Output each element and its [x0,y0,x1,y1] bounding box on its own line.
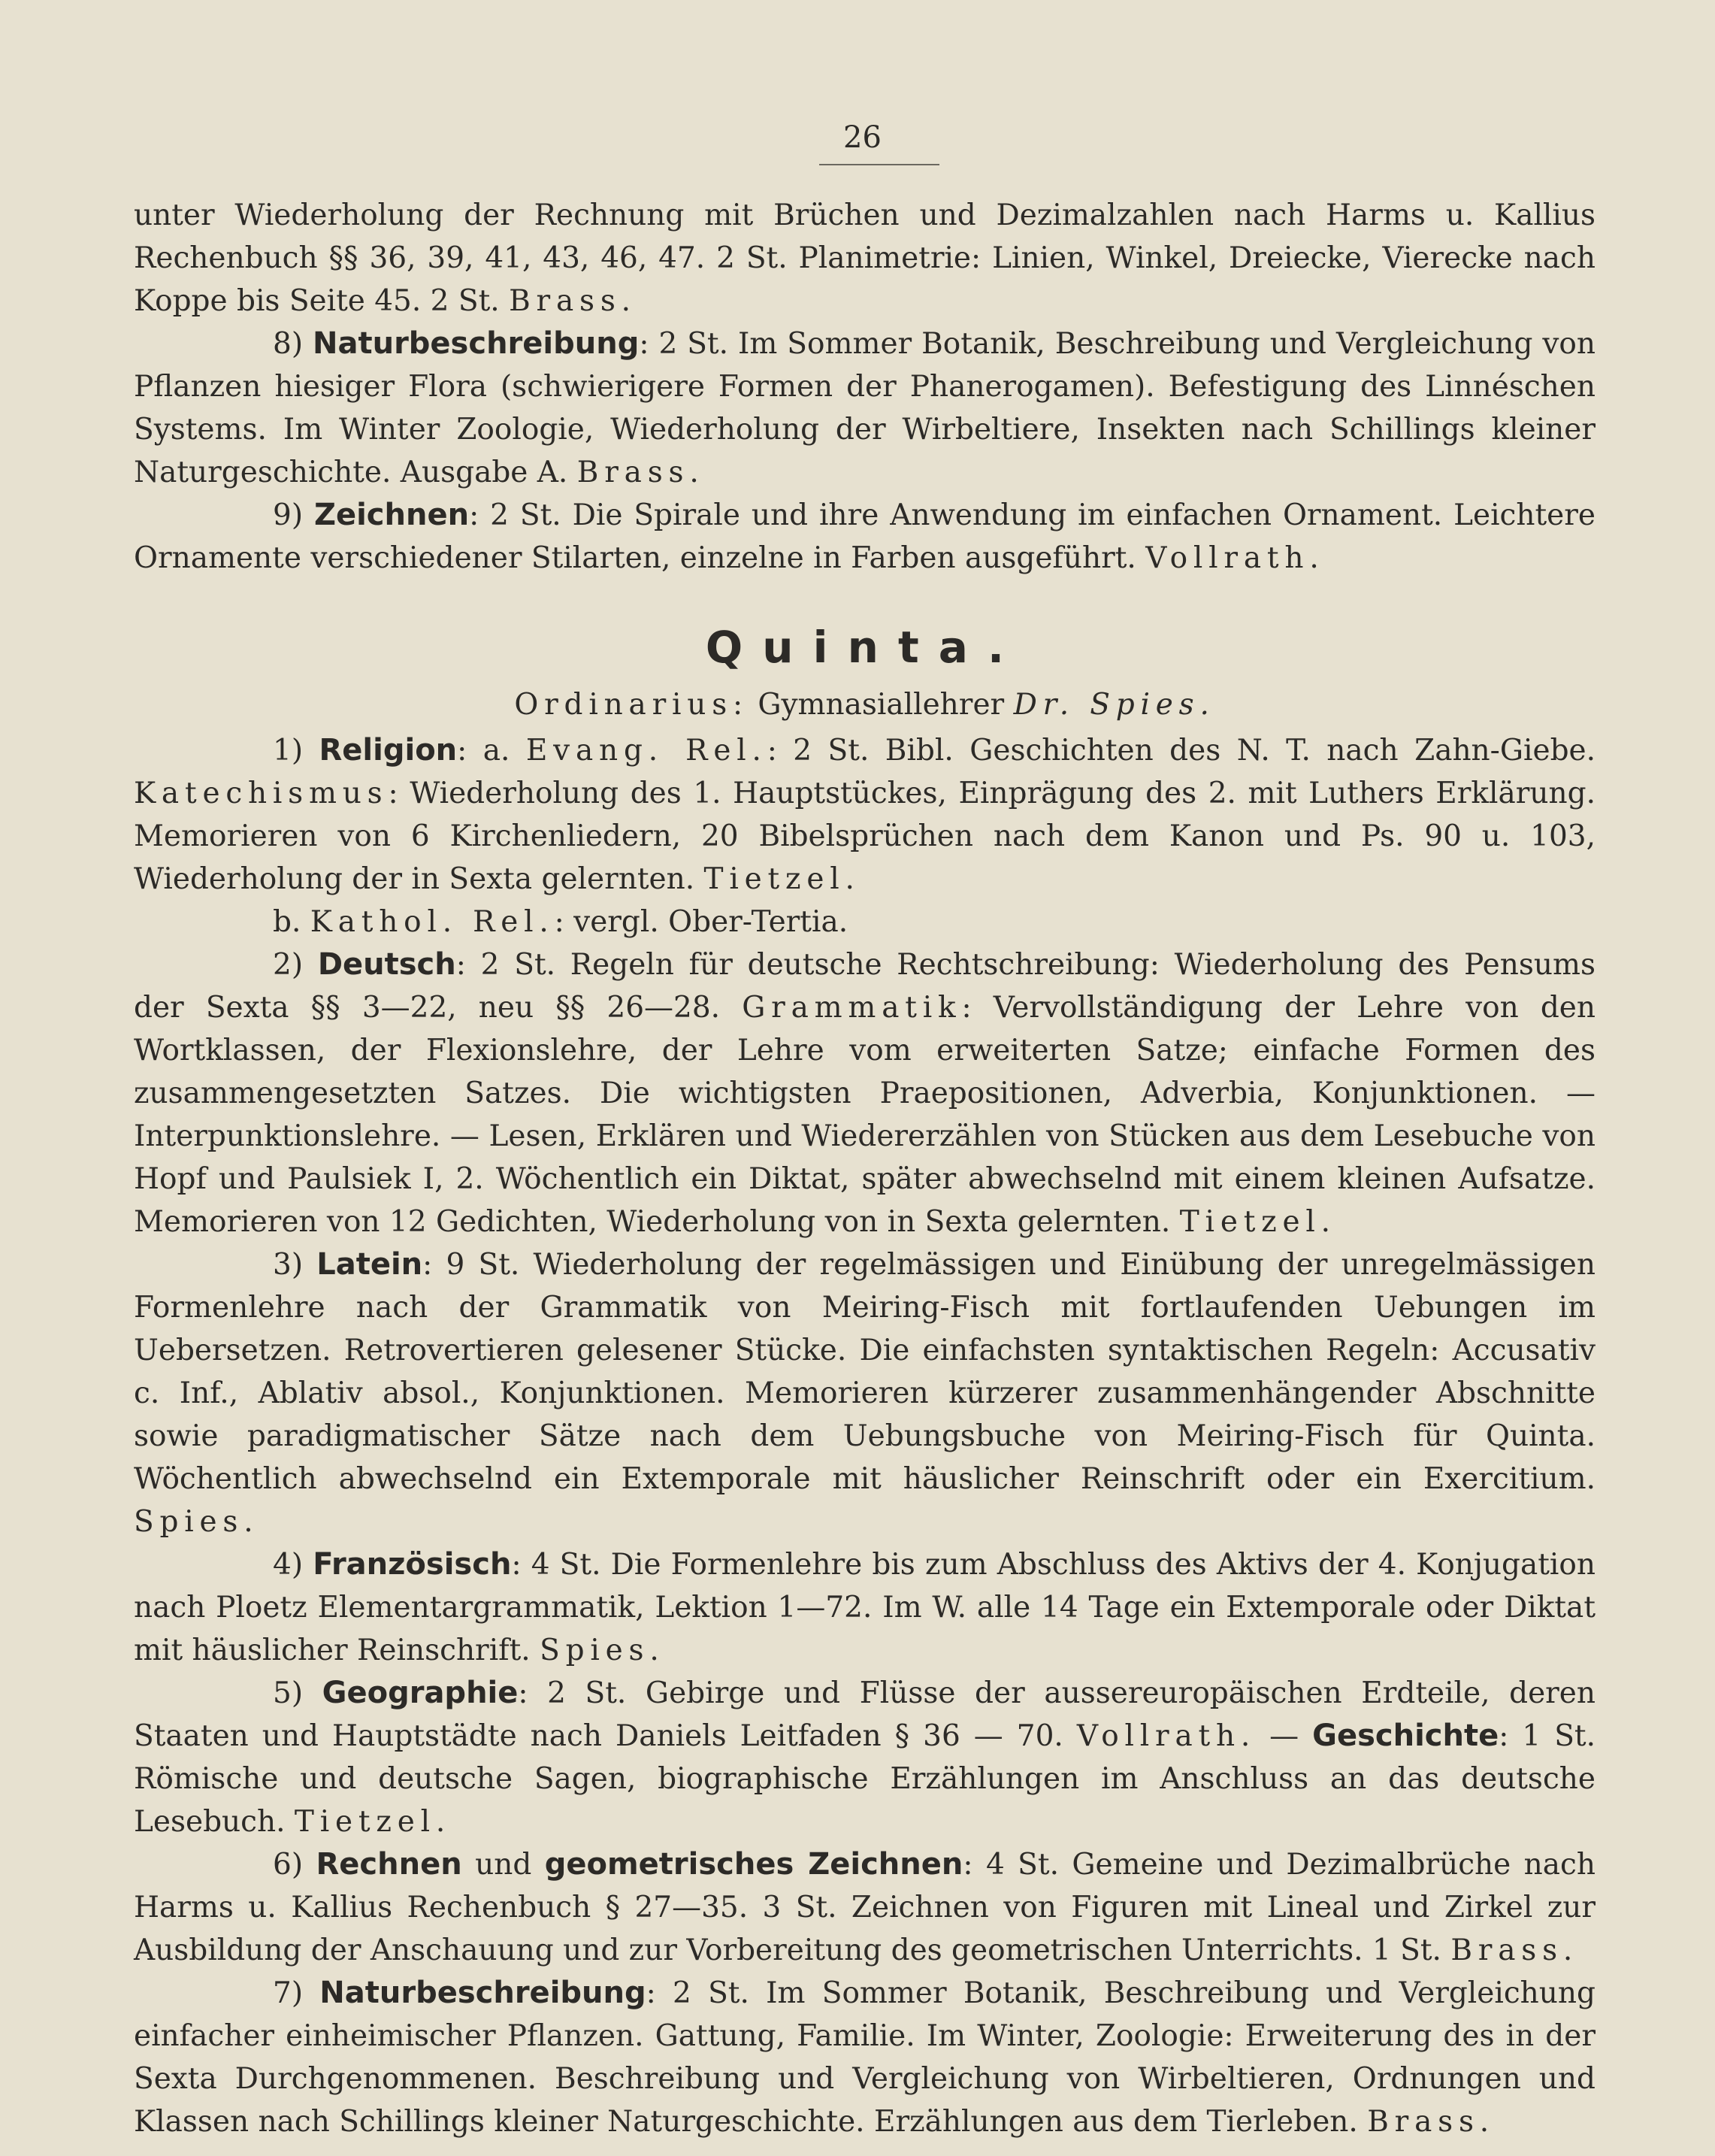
teacher-name: Vollrath. [1145,541,1325,575]
paragraph-text: : Wiederholung des 1. Hauptstückes, Einprägung des 2. mit Luthers Erklärung. Memorieren von 6 Kirchenliedern, 20 Bibelsprüchen nach dem Kanon und Ps. 90 u. 103, Wiederholung der in Sexta gelernten. [134,777,1596,896]
subject-heading: Französisch [313,1547,512,1582]
item-number: b. [273,905,301,939]
item-number: 2) [273,948,304,982]
subsection-label: Katechismus [134,777,389,810]
teacher-name: Brass. [1367,2105,1495,2139]
body-text [134,194,1596,2143]
header-rule [819,164,939,165]
teacher-name: Spies. [134,1505,259,1539]
subject-heading: Religion [319,733,458,768]
paragraph [134,1672,1596,1843]
teacher-name: Brass. [1450,1933,1579,1967]
paragraph [134,1972,1596,2143]
dash: — [1269,1719,1299,1753]
paragraph-text: : 4 St. Die Formenlehre bis zum Abschluss des Aktivs der 4. Konjugation nach Ploetz Elementargrammatik, Lektion 1—72. Im W. alle 14 Tage ein Extemporale oder Diktat mit häuslicher Reinschrift. [134,1548,1596,1667]
teacher-name: Tietzel. [294,1805,452,1839]
paragraph-text: : a. [457,734,510,768]
paragraph [134,1843,1596,1972]
teacher-name: Brass. [576,456,705,489]
paragraph-text: : 9 St. Wiederholung der regelmässigen und Einübung der unregelmässigen Formenlehre nach der Grammatik von Meiring-Fisch mit fortlaufenden Uebungen im Uebersetzen. Retrovertieren gelesener Stücke. Die einfachsten syntaktischen Regeln: Accusativ c. Inf., Ablativ absol., Konjunktionen. Memorieren kürzerer zusammenhängender Abschnitte sowie paradigmatischer Sätze nach dem Uebungsbuche von Meiring-Fisch für Quinta. Wöchentlich abwechselnd ein Extemporale mit häuslicher Reinschrift oder ein Exercitium. [134,1248,1596,1496]
subject-heading: Rechnen [316,1847,462,1882]
subject-heading: Naturbeschreibung [319,1976,646,2010]
subject-heading: Geographie [322,1676,519,1710]
subject-heading: Deutsch [317,947,456,982]
subsection-label: Wiederholung [1174,948,1384,982]
section-title: Quinta. [705,622,1024,673]
subsection-label: Evang. Rel. [525,734,767,768]
paragraph [134,943,1596,1243]
ordinarius-text: Gymnasiallehrer [758,688,1005,722]
subject-heading: Geschichte [1312,1718,1499,1753]
ordinarius-label: Ordinarius: [514,688,749,722]
paragraph [134,322,1596,494]
subsection-label: Grammatik [742,991,962,1025]
paragraph-text: : 2 St. Gebirge und Flüsse der aussereuropäischen Erdteile, deren Staaten und Hauptstädte nach Daniels Leitfaden § 36 — 70. [134,1676,1596,1753]
item-number: 1) [273,734,304,768]
paragraph-text: : 2 St. Regeln für deutsche Rechtschreibung: [455,948,1160,982]
paragraph-text: : 2 St. Bibl. Geschichten des N. T. nach Zahn-Giebe. [767,734,1596,768]
paragraph-text: des Pensums der Sexta §§ 3—22, neu §§ 26—28. [134,948,1596,1025]
paragraph [134,729,1596,901]
page-number: 26 [843,120,882,155]
paragraph [134,494,1596,580]
paragraph-text: : 2 St. Die Spirale und ihre Anwendung im einfachen Ornament. Leichtere Ornamente verschiedener Stilarten, einzelne in Farben ausgeführt. [134,498,1596,575]
teacher-name: Vollrath. [1076,1719,1257,1753]
subsection-label: Kathol. Rel. [310,905,555,939]
item-number: 4) [273,1548,304,1582]
teacher-name: Brass. [509,284,637,318]
paragraph-text: : 4 St. Gemeine und Dezimalbrüche nach Harms u. Kallius Rechenbuch § 27—35. 3 St. Zeichnen von Figuren mit Lineal und Zirkel zur Ausbildung der Anschauung und zur Vorbereitung des geometrischen Unterrichts. 1 St. [134,1848,1596,1967]
ordinarius-name: Dr. Spies. [1013,688,1215,722]
paragraph-text: : 2 St. Im Sommer Botanik, Beschreibung und Vergleichung von Pflanzen hiesiger Flora (schwierigere Formen der Phanerogamen). Befestigung des Linnéschen Systems. Im Winter Zoologie, Wiederholung der Wirbeltiere, Insekten nach Schillings kleiner Naturgeschichte. Ausgabe A. [134,327,1596,489]
teacher-name: Tietzel. [1179,1205,1336,1239]
item-number: 8) [273,327,304,361]
item-number: 9) [273,498,304,532]
paragraph-text: : Vervollständigung der Lehre von den Wortklassen, der Flexionslehre, der Lehre vom erweiterten Satze; einfache Formen des zusammengesetzten Satzes. Die wichtigsten Praepositionen, Adverbia, Konjunktionen. — Interpunktionslehre. — Lesen, Erklären und Wiedererzählen von Stücken aus dem Lesebuche von Hopf und Paulsiek I, 2. Wöchentlich ein Diktat, später abwechselnd mit einem kleinen Aufsatze. Memorieren von 12 Gedichten, Wiederholung von in Sexta gelernten. [134,991,1596,1239]
item-number: 5) [273,1676,304,1710]
item-number: 7) [273,1976,304,2010]
teacher-name: Tietzel. [703,862,861,896]
paragraph-text: : 1 St. Römische und deutsche Sagen, biographische Erzählungen im Anschluss an das deutsche Lesebuch. [134,1719,1596,1839]
teacher-name: Spies. [540,1634,665,1667]
paragraph [134,901,1596,943]
paragraph [134,1243,1596,1543]
item-number: 3) [273,1248,304,1282]
conjunction: und [475,1848,532,1882]
paragraph [134,1543,1596,1672]
paragraph [134,194,1596,322]
paragraph-text: : vergl. Ober-Tertia. [554,905,848,939]
subject-heading: Zeichnen [313,498,470,532]
subject-heading: geometrisches Zeichnen [544,1847,963,1882]
subject-heading: Latein [316,1247,423,1282]
ordinarius-line [134,683,1596,726]
paragraph-text: unter Wiederholung der Rechnung mit Brüchen und Dezimalzahlen nach Harms u. Kallius Rechenbuch §§ 36, 39, 41, 43, 46, 47. 2 St. Planimetrie: Linien, Winkel, Dreiecke, Vierecke nach Koppe bis Seite 45. 2 St. [134,198,1596,318]
paragraph-text: : 2 St. Im Sommer Botanik, Beschreibung und Vergleichung einfacher einheimischer Pflanzen. Gattung, Familie. Im Winter, Zoologie: Erweiterung des in der Sexta Durchgenommenen. Beschreibung und Vergleichung von Wirbeltieren, Ordnungen und Klassen nach Schillings kleiner Naturgeschichte. Erzählungen aus dem Tierleben. [134,1976,1596,2139]
item-number: 6) [273,1848,304,1882]
subject-heading: Naturbeschreibung [313,326,640,361]
